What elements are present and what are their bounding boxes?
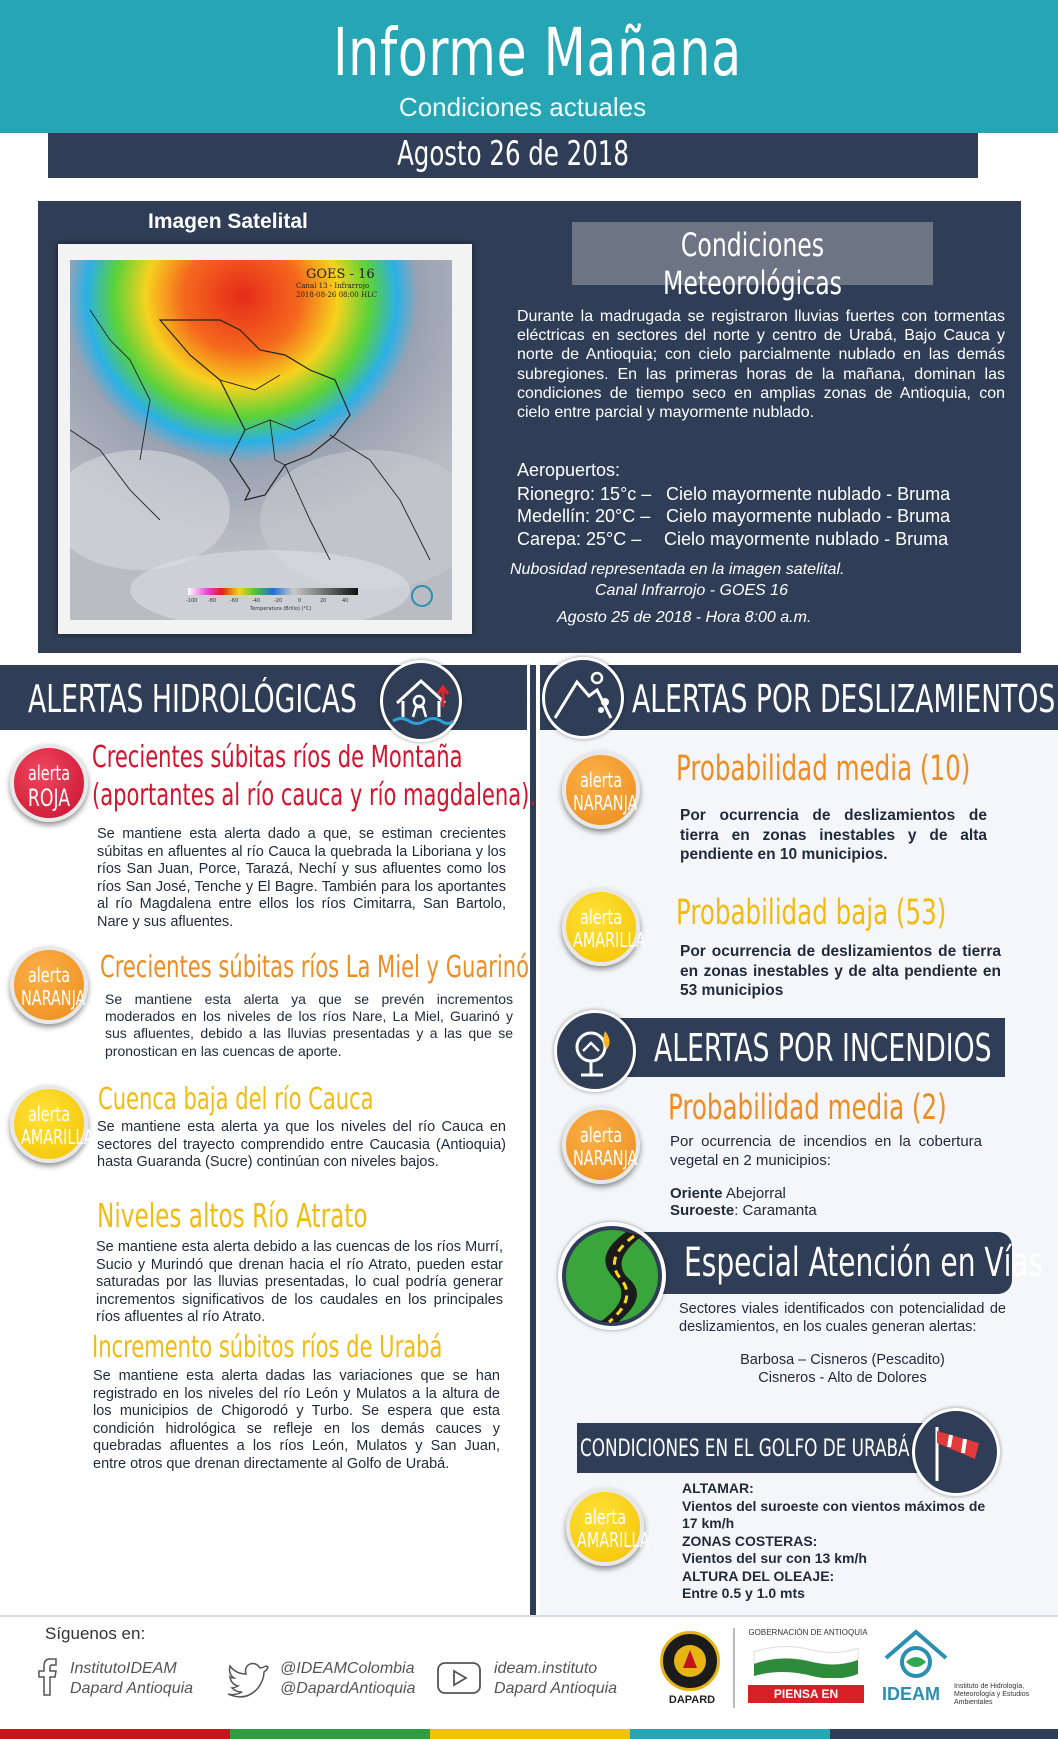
alert-text: Por ocurrencia de deslizamientos de tierra en zonas inestables y de alta pendiente en 10 municipios.: [680, 807, 987, 863]
facebook-handles[interactable]: [70, 1659, 193, 1699]
goes-channel-label: Canal 13 - Infrarrojo: [296, 282, 370, 290]
badge-word: alerta: [27, 1102, 71, 1126]
satellite-caption-1: Nubosidad representada en la imagen satelital.: [510, 561, 845, 578]
alert-badge-naranja: [562, 1106, 640, 1184]
alert-badge-roja: [10, 744, 88, 822]
badge-level: NARANJA: [21, 986, 86, 1010]
badge-word: alerta: [27, 963, 71, 987]
fire-icon: [554, 1010, 636, 1092]
badge-level: NARANJA: [573, 1146, 638, 1170]
alert-title: (aportantes al río cauca y río magdalena).: [92, 778, 537, 813]
alert-text: Se mantiene esta alerta ya que los niveles del río Cauca en sectores del trayecto comprendido entre Caucasia (Antioquia) hasta Guaranda (Sucre) continúan con niveles bajos.: [97, 1119, 506, 1171]
goes-label: GOES - 16: [306, 267, 375, 282]
alert-title: Cuenca baja del río Cauca: [98, 1082, 374, 1117]
facebook-handle: Dapard Antioquia: [70, 1680, 194, 1697]
footer-stripe-navy: [830, 1729, 1058, 1739]
badge-word: alerta: [579, 905, 623, 929]
report-date: Agosto 26 de 2018: [397, 134, 629, 174]
hydro-heading: ALERTAS HIDROLÓGICAS: [28, 677, 357, 721]
road-icon: [558, 1222, 666, 1330]
footer-stripe-teal: [630, 1729, 830, 1739]
youtube-icon[interactable]: [436, 1661, 482, 1695]
ideam-full-name: Instituto de Hidrología, Meteorología y Estudios Ambientales: [954, 1683, 1030, 1706]
landslide-heading: ALERTAS POR DESLIZAMIENTOS: [632, 677, 1056, 721]
badge-level: AMARILLA: [577, 1528, 650, 1552]
twitter-handles[interactable]: [280, 1659, 415, 1699]
airport-desc: Cielo mayormente nublado - Bruma: [666, 484, 951, 504]
fire-row-value: Abejorral: [722, 1185, 786, 1202]
dapard-label: DAPARD: [668, 1694, 716, 1706]
satellite-image-svg: [70, 260, 452, 620]
meteo-text: Durante la madrugada se registraron lluvias fuertes con tormentas eléctricas en sectores del norte y centro de Urabá, Bajo Cauca y norte de Antioquia; con cielo parcialmente nublado en las demás subregiones. En las primeras horas de la mañana, dominan las condiciones de tiempo seco en amplias zonas de Antioquia, con cielo entre parcial y mayormente nublado.: [517, 308, 1005, 422]
alert-title: Probabilidad media (2): [668, 1088, 947, 1128]
svg-text:20: 20: [320, 598, 327, 604]
fire-heading: ALERTAS POR INCENDIOS: [654, 1026, 992, 1070]
airport-name: Carepa: 25°C –: [517, 529, 642, 549]
fire-row: [670, 1202, 817, 1219]
gulf-value: Vientos del sur con 13 km/h: [682, 1550, 867, 1566]
ideam-label: IDEAM: [882, 1684, 940, 1704]
svg-text:-20: -20: [274, 598, 283, 604]
gulf-conditions: [682, 1480, 1002, 1603]
footer-stripe-yellow: [430, 1729, 630, 1739]
footer-stripe-red: [0, 1729, 230, 1739]
roads-text: Sectores viales identificados con potencialidad de deslizamientos, en los cuales generan alertas:: [679, 1301, 1006, 1335]
gulf-value: Entre 0.5 y 1.0 mts: [682, 1585, 805, 1601]
ideam-logo: [880, 1628, 952, 1684]
alert-title: Probabilidad media (10): [676, 749, 971, 789]
satellite-caption-3: Agosto 25 de 2018 - Hora 8:00 a.m.: [557, 609, 812, 626]
alert-text: Por ocurrencia de incendios en la cobertura vegetal en 2 municipios:: [670, 1133, 982, 1169]
svg-text:-100: -100: [186, 598, 198, 604]
svg-text:40: 40: [342, 598, 349, 604]
fire-row-value: : Caramanta: [734, 1202, 817, 1219]
svg-text:0: 0: [298, 598, 302, 604]
badge-level: ROJA: [27, 784, 71, 812]
svg-text:-40: -40: [252, 598, 261, 604]
flood-icon: [380, 660, 462, 742]
svg-text:-80: -80: [208, 598, 217, 604]
alert-badge-amarilla: [562, 888, 646, 966]
alert-text: Se mantiene esta alerta dado a que, se estiman crecientes súbitas en afluentes al río Cauca la quebrada la Liboriana y los ríos San Juan, Porce, Tarazá, Nechí y sus afluentes como los ríos San José, Tenche y El Bagre. También para los aportantes al río Magdalena entre ellos los ríos Cimitarra, San Bartolo, Nare y sus afluentes.: [97, 826, 506, 930]
footer-stripe-green: [230, 1729, 430, 1739]
antioquia-flag: [752, 1642, 860, 1678]
landslide-icon: [542, 657, 624, 739]
page-subtitle: Condiciones actuales: [398, 92, 647, 122]
badge-word: alerta: [583, 1505, 627, 1529]
satellite-caption-2: Canal Infrarrojo - GOES 16: [595, 582, 788, 599]
fire-row: [670, 1185, 786, 1202]
satellite-image: [70, 260, 452, 620]
road-sector: Cisneros - Alto de Dolores: [758, 1370, 927, 1386]
gulf-label: ALTAMAR:: [682, 1480, 754, 1496]
alert-title: Incremento súbitos ríos de Urabá: [92, 1330, 443, 1365]
fire-row-label: Suroeste: [670, 1202, 735, 1219]
temperature-scale-label: Temperatura (Brillo) (°C): [250, 606, 312, 612]
youtube-handle: ideam.instituto: [494, 1660, 598, 1677]
alert-title: Crecientes súbitas ríos de Montaña: [92, 740, 463, 775]
badge-word: alerta: [579, 1123, 623, 1147]
dapard-logo: [660, 1631, 720, 1691]
meteo-title: Condiciones Meteorológicas: [663, 226, 842, 302]
alert-badge-amarilla: [566, 1488, 650, 1566]
gulf-label: ALTURA DEL OLEAJE:: [682, 1567, 835, 1584]
badge-level: AMARILLA: [573, 928, 646, 952]
airport-desc: Cielo mayormente nublado - Bruma: [666, 506, 951, 526]
follow-label: Síguenos en:: [45, 1624, 146, 1643]
twitter-handle: @DapardAntioquia: [280, 1680, 416, 1697]
gulf-value: Vientos del suroeste con vientos máximos de 17 km/h: [682, 1497, 986, 1531]
alert-title: Crecientes súbitas ríos La Miel y Guarinó: [100, 950, 529, 985]
youtube-handle: Dapard Antioquia: [494, 1680, 618, 1697]
piensa-en-grande-label: PIENSA EN GRANDE: [748, 1685, 864, 1703]
gulf-label: ZONAS COSTERAS:: [682, 1532, 818, 1549]
alert-text: Por ocurrencia de deslizamientos de tierra en zonas inestables y de alta pendiente en 53 municipios: [680, 943, 1001, 999]
roads-heading: Especial Atención en Vías: [684, 1240, 1044, 1286]
alert-title: Niveles altos Río Atrato: [97, 1196, 368, 1235]
badge-word: alerta: [27, 761, 71, 785]
badge-level: NARANJA: [573, 791, 638, 815]
alert-badge-naranja: [10, 946, 88, 1024]
gulf-heading: CONDICIONES EN EL GOLFO DE URABÁ: [580, 1434, 910, 1462]
alert-badge-naranja: [562, 751, 640, 829]
page-title: Informe Mañana: [333, 14, 742, 91]
facebook-handle: InstitutoIDEAM: [70, 1660, 177, 1677]
road-sector: Barbosa – Cisneros (Pescadito): [740, 1352, 945, 1368]
airports-heading: Aeropuertos:: [517, 460, 621, 480]
goes-time-label: 2018-08-26 08:00 HLC: [296, 291, 378, 299]
gobernacion-label: GOBERNACIÓN DE ANTIOQUIA: [748, 1628, 868, 1637]
logo-divider: [733, 1628, 735, 1708]
alert-text: Se mantiene esta alerta debido a las cuencas de los ríos Murrí, Sucio y Murindó que drenan hacia el río Atrato, pueden estar saturadas por las lluvias presentadas, lo cual podría generar incrementos significativos de los caudales en los principales ríos afluentes al río Atrato.: [96, 1239, 503, 1326]
satellite-heading: Imagen Satelital: [148, 210, 308, 233]
alert-badge-amarilla: [10, 1085, 94, 1163]
alert-title: Probabilidad baja (53): [676, 893, 947, 933]
fire-row-label: Oriente: [670, 1185, 723, 1202]
badge-word: alerta: [579, 768, 623, 792]
svg-text:-60: -60: [230, 598, 239, 604]
airport-name: Rionegro: 15°c –: [517, 484, 652, 504]
badge-level: AMARILLA: [21, 1125, 94, 1149]
twitter-handle: @IDEAMColombia: [280, 1660, 415, 1677]
alert-text: Se mantiene esta alerta dadas las variaciones que se han registrado en los niveles del río León y Mulatos a la altura de los municipios de Chigorodó y Turbo. Se espera que esta condición hidrológica se refleje en los demás cauces y quebradas afluentes a los ríos León, Mulatos y San Juan, entre otros que drenan directamente al Golfo de Urabá.: [93, 1368, 500, 1472]
alert-text: Se mantiene esta alerta ya que se prevén incrementos moderados en los niveles de los ríos Nare, La Miel, Guarinó y sus afluentes, debido a las lluvias presentadas y a las que se pronostican en las cuencas de aporte.: [105, 991, 513, 1059]
temperature-scale-bar: [188, 588, 358, 595]
facebook-icon[interactable]: [36, 1657, 64, 1697]
youtube-handles[interactable]: [494, 1659, 617, 1699]
airport-name: Medellín: 20°C –: [517, 506, 651, 526]
airport-desc: Cielo mayormente nublado - Bruma: [664, 529, 949, 549]
twitter-icon[interactable]: [226, 1660, 270, 1698]
